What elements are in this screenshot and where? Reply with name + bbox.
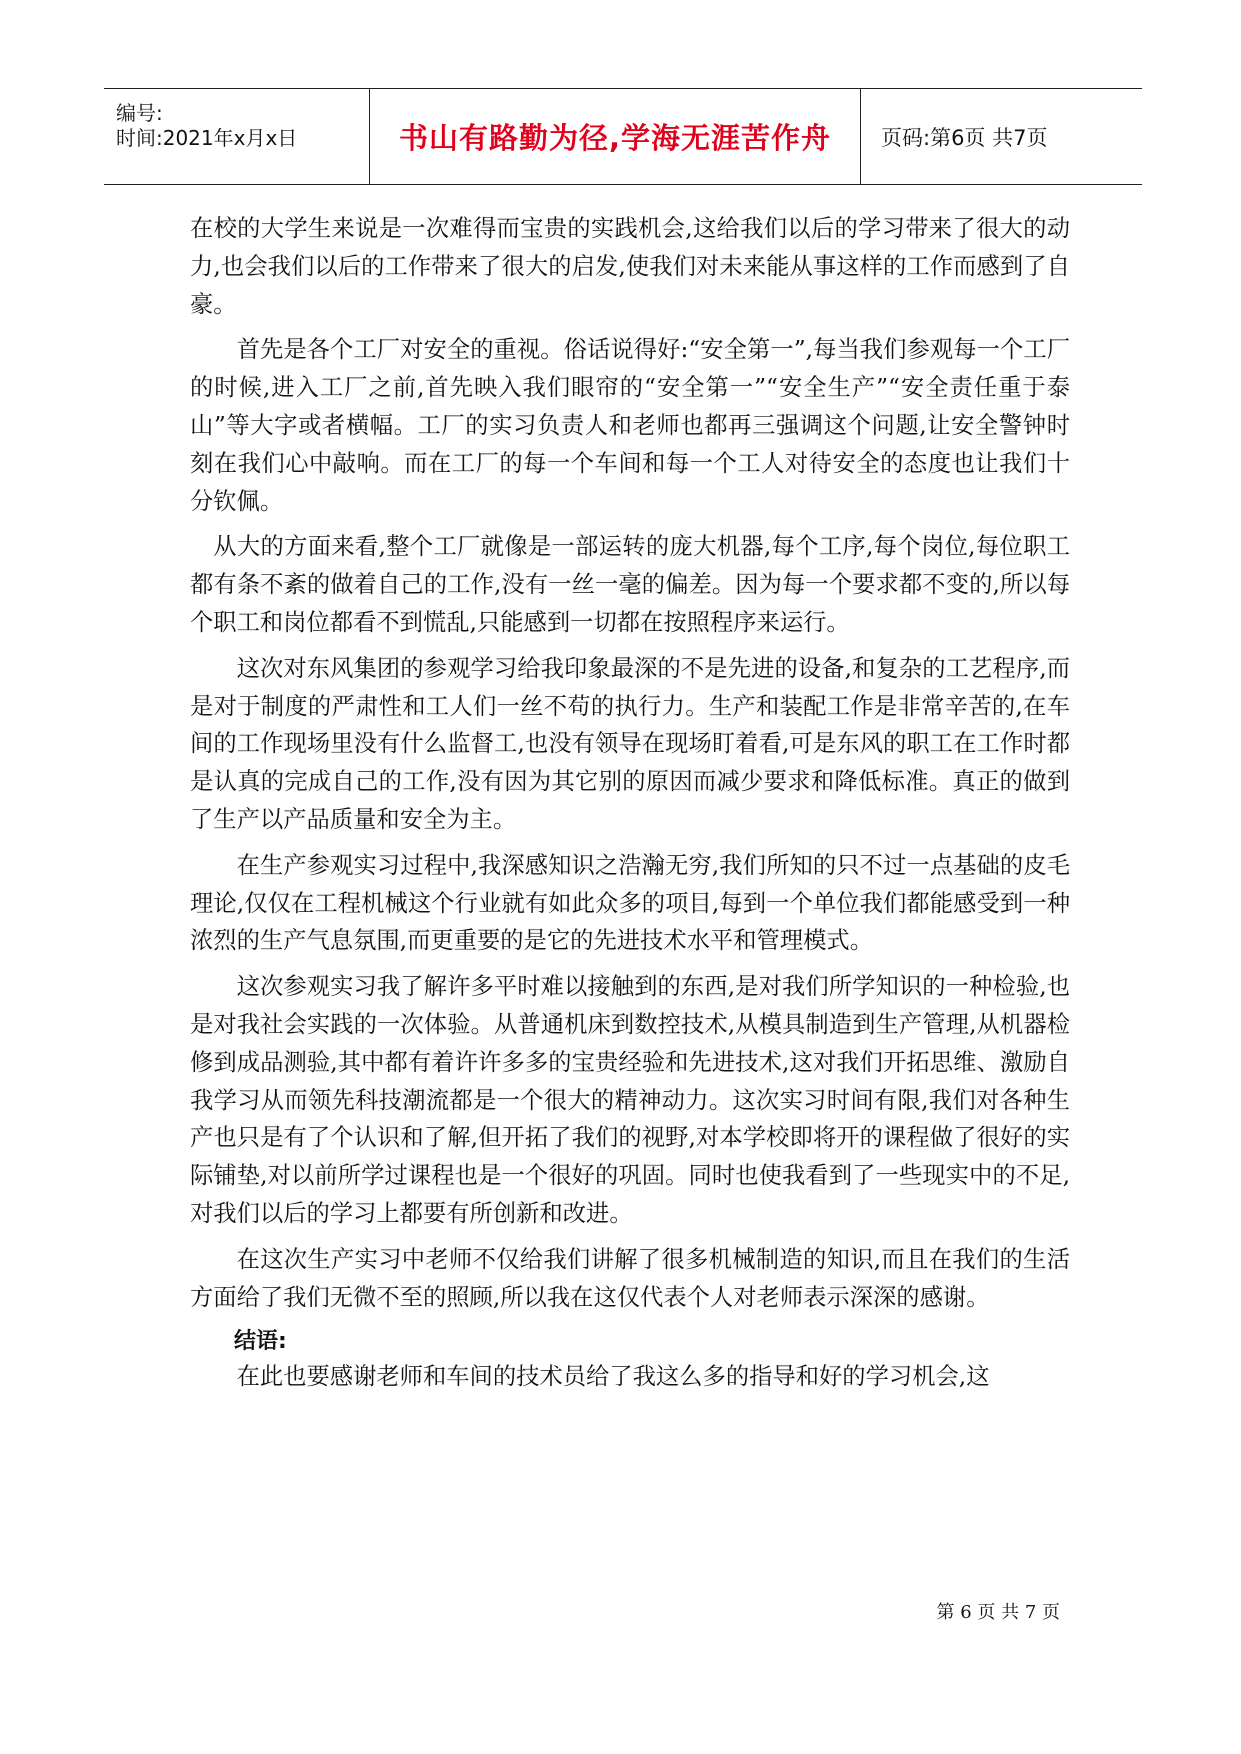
header-meta — [116, 89, 366, 184]
document-time-label: 时间:2021年x月x日 — [116, 126, 298, 150]
paragraph-dongfeng-impression: 这次对东风集团的参观学习给我印象最深的不是先进的设备,和复杂的工艺程序,而是对于制度的严肃性和工人们一丝不苟的执行力。生产和装配工作是非常辛苦的,在车间的工作现场里没有什么监督工,也没有领导在现场盯着看,可是东风的职工在工作时都是认真的完成自己的工作,没有因为其它别的原因而减少要求和降低标准。真正的做到了生产以产品质量和安全为主。 — [190, 654, 1070, 833]
paragraph-thanks-teacher: 在这次生产实习中老师不仅给我们讲解了很多机械制造的知识,而且在我们的生活方面给了我们无微不至的照顾,所以我在这仅代表个人对老师表示深深的感谢。 — [190, 1245, 1070, 1311]
page-footer: 第 6 页 共 7 页 — [936, 1602, 1060, 1623]
paragraph-safety: 首先是各个工厂对安全的重视。俗话说得好:“安全第一”,每当我们参观每一个工厂的时候,进入工厂之前,首先映入我们眼帘的“安全第一”“安全生产”“安全责任重于泰山”等大字或者横幅。工厂的实习负责人和老师也都再三强调这个问题,让安全警钟时刻在我们心中敲响。而在工厂的每一个车间和每一个工人对待安全的态度也让我们十分钦佩。 — [190, 336, 1070, 515]
conclusion-heading: 结语: — [234, 1329, 287, 1355]
document-body — [190, 210, 1070, 1396]
paragraph-conclusion: 在此也要感谢老师和车间的技术员给了我这么多的指导和好的学习机会,这 — [236, 1363, 990, 1391]
paragraph-factory-overview: 从大的方面来看,整个工厂就像是一部运转的庞大机器,每个工序,每个岗位,每位职工都有条不紊的做着自己的工作,没有一丝一毫的偏差。因为每一个要求都不变的,所以每个职工和岗位都看不到慌乱,只能感到一切都在按照程序来运行。 — [190, 533, 1070, 636]
document-number-label: 编号: — [116, 101, 163, 125]
paragraph-continuation: 在校的大学生来说是一次难得而宝贵的实践机会,这给我们以后的学习带来了很大的动力,也会我们以后的工作带来了很大的启发,使我们对未来能从事这样的工作而感到了自豪。 — [190, 215, 1070, 318]
paragraph-internship-value: 这次参观实习我了解许多平时难以接触到的东西,是对我们所学知识的一种检验,也是对我社会实践的一次体验。从普通机床到数控技术,从模具制造到生产管理,从机器检修到成品测验,其中都有着许许多多的宝贵经验和先进技术,这对我们开拓思维、激励自我学习从而领先科技潮流都是一个很大的精神动力。这次实习时间有限,我们对各种生产也只是有了个认识和了解,但开拓了我们的视野,对本学校即将开的课程做了很好的实际铺垫,对以前所学过课程也是一个很好的巩固。同时也使我看到了一些现实中的不足,对我们以后的学习上都要有所创新和改进。 — [190, 973, 1070, 1227]
page-header — [104, 88, 1142, 185]
paragraph-knowledge: 在生产参观实习过程中,我深感知识之浩瀚无穷,我们所知的只不过一点基础的皮毛理论,仅仅在工程机械这个行业就有如此众多的项目,每到一个单位我们都能感受到一种浓烈的生产气息氛围,而更重要的是它的先进技术水平和管理模式。 — [190, 851, 1070, 955]
header-page-info: 页码:第6页 共7页 — [881, 125, 1048, 150]
header-motto: 书山有路勤为径,学海无涯苦作舟 — [398, 121, 832, 155]
